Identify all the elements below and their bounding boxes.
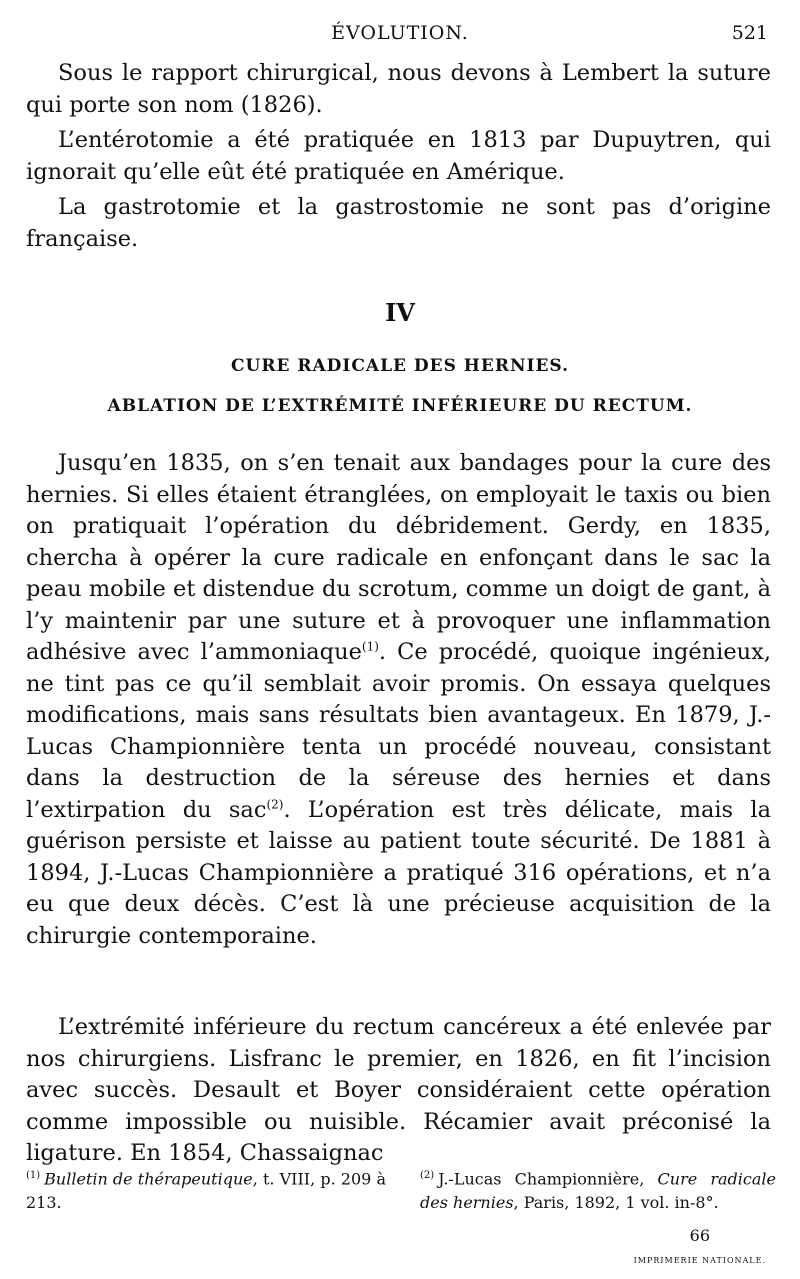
footnote-1-title: Bulletin de thérapeutique (44, 1169, 253, 1189)
section-title-rectum: ABLATION DE L’EXTRÉMITÉ INFÉRIEURE DU RECTUM. (107, 396, 693, 416)
footnote-2-rest: , Paris, 1892, 1 vol. in-8°. (513, 1193, 719, 1213)
footnote-1 (26, 1164, 386, 1215)
top-paragraphs (26, 58, 771, 259)
footnote-mark-1: (1) (26, 1170, 41, 1181)
running-title: ÉVOLUTION. (331, 22, 469, 44)
footnote-ref-1: (1) (361, 639, 379, 654)
printer-imprint: IMPRIMERIE NATIONALE. (633, 1256, 766, 1265)
footnote-2-author: J.-Lucas Championnière, (438, 1169, 658, 1189)
running-header (0, 20, 800, 50)
paragraph-hernies (26, 448, 771, 952)
page-number: 521 (731, 22, 768, 44)
footnote-mark-2: (2) (420, 1170, 435, 1181)
signature-mark: 66 (689, 1226, 710, 1245)
footnote-2 (420, 1164, 776, 1215)
paragraph-lembert: Sous le rapport chirurgical, nous devons à Lembert la suture qui porte son nom (1826). (26, 60, 771, 118)
hernies-text-part3: . L’opération est très délicate, mais la guérison persiste et laisse au patient toute sécurité. De 1881 à 1894, J.-Lucas Championnière a pratiqué 316 opérations, et n’a eu que deux décès. C’est là une précieuse acquisition de la chirurgie contemporaine. (26, 796, 771, 949)
footnote-1-rest: , t. VIII, p. 209 à 213. (26, 1169, 386, 1213)
section-title-hernies: CURE RADICALE DES HERNIES. (230, 356, 569, 376)
hernies-text-part1: Jusqu’en 1835, on s’en tenait aux bandages pour la cure des hernies. Si elles étaient étranglées, on employait le taxis ou bien on pratiquait l’opération du débridement. Gerdy, en 1835, chercha à opérer la cure radicale en enfonçant dans le sac la peau mobile et distendue du scrotum, comme un doigt de gant, à l’y maintenir par une suture et à provoquer une inflammation adhésive avec l’ammoniaque (26, 450, 771, 665)
footnote-ref-2: (2) (266, 797, 284, 811)
paragraph-rectum: L’extrémité inférieure du rectum cancéreux a été enlevée par nos chirurgiens. Lisfranc le premier, en 1826, en fit l’incision avec succès. Desault et Boyer considéraient cette opération comme impossible ou nuisible. Récamier avait préconisé la ligature. En 1854, Chassaignac (26, 1014, 771, 1166)
rectum-section (26, 1012, 771, 1170)
hernies-text-part2: . Ce procédé, quoique ingénieux, ne tint pas ce qu’il semblait avoir promis. On essaya quelques modifications, mais sans résultats bien avantageux. En 1879, J.-Lucas Championnière tenta un procédé nouveau, consistant dans la destruction de la séreuse des hernies et dans l’extirpation du sac (26, 639, 772, 823)
section-number: IV (385, 298, 415, 327)
footnote-2-title: Cure radicale des hernies (420, 1169, 777, 1213)
hernies-section (26, 448, 771, 952)
paragraph-enterotomie: L’entérotomie a été pratiquée en 1813 par Dupuytren, qui ignorait qu’elle eût été pratiquée en Amérique. (26, 127, 771, 185)
paragraph-gastrotomie: La gastrotomie et la gastrostomie ne sont pas d’origine française. (26, 194, 771, 252)
